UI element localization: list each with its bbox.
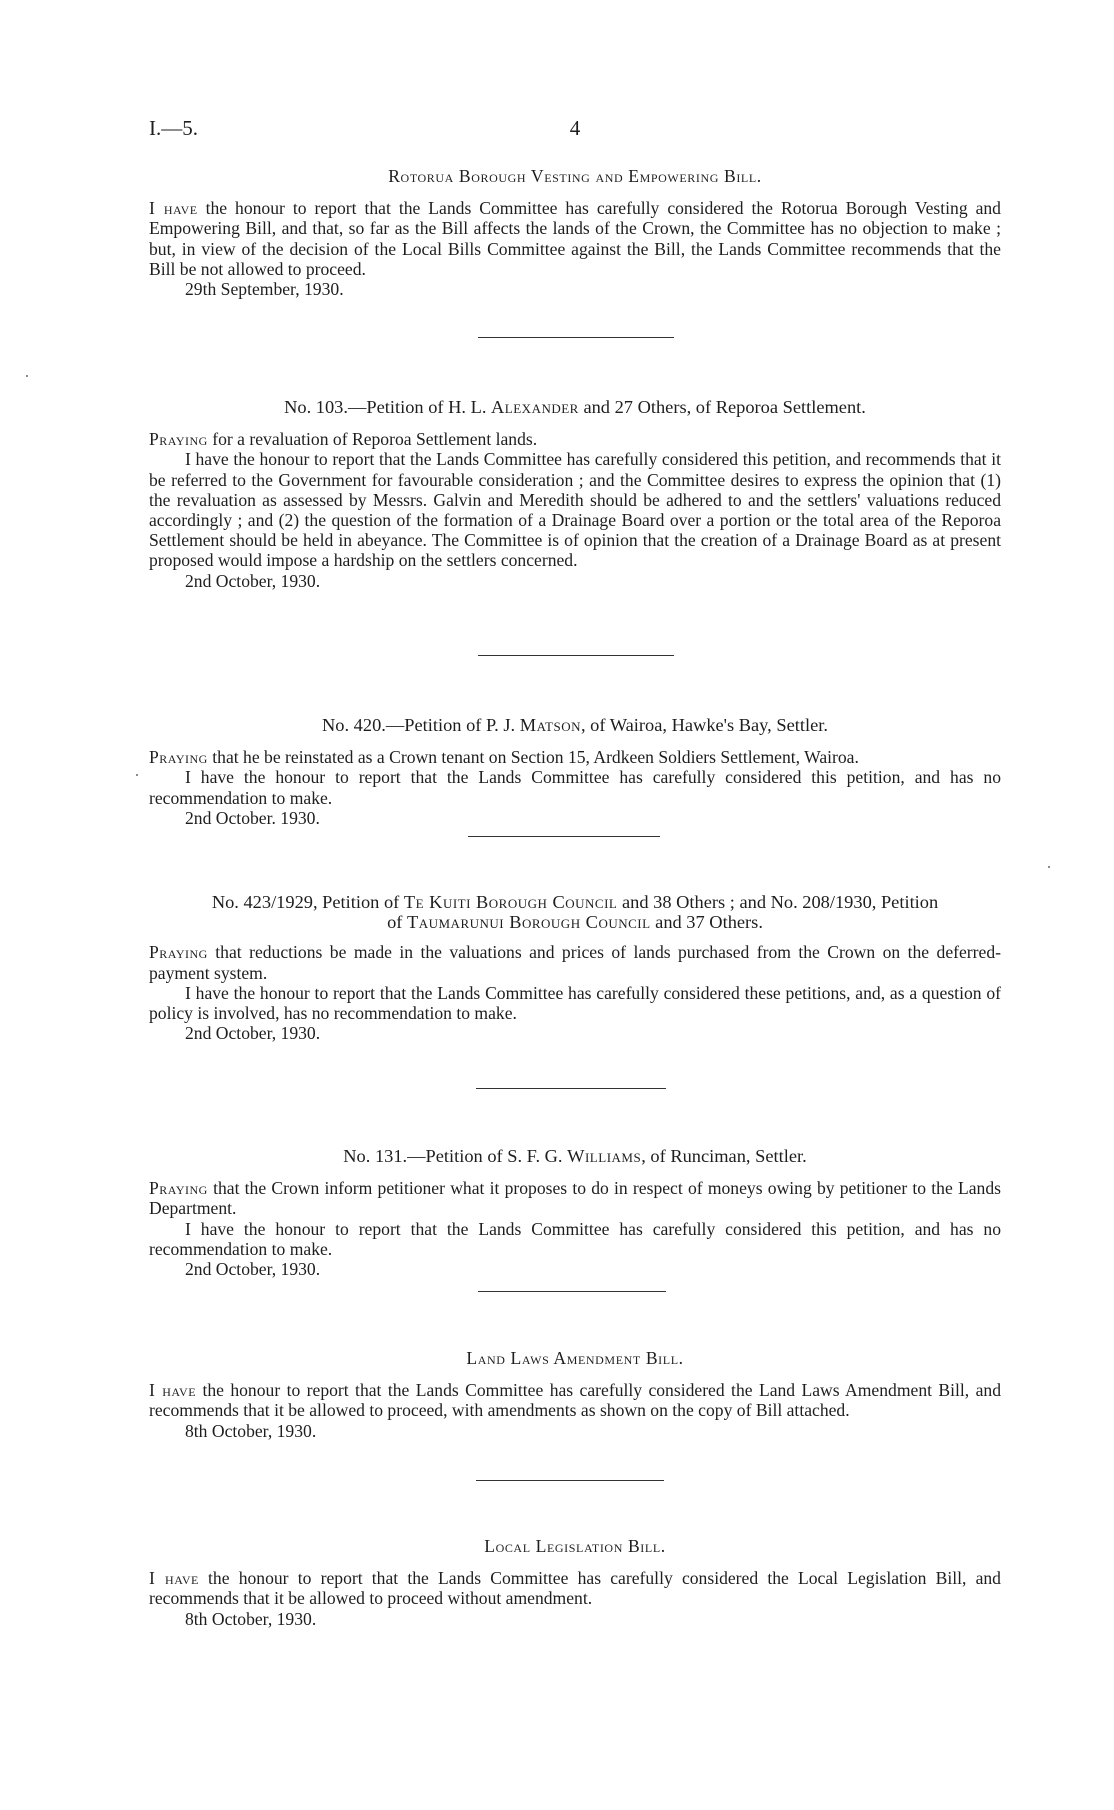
prayer-paragraph [149, 942, 1001, 982]
scan-speck [26, 375, 28, 377]
lead-words: Praying [149, 429, 208, 450]
report-text: the honour to report that the Lands Committee has carefully considered the Rotorua Borough Vesting and Empowering Bill, and that, so far as the Bill affects the lands of the Crown, the Committee has no objection to make ; but, in view of the decision of the Local Bills Committee against the Bill, the Lands Committee recommends that the Bill be not allowed to proceed. [149, 198, 1001, 279]
report-date: 2nd October. 1930. [185, 807, 320, 828]
section-divider [478, 1291, 666, 1292]
lead-words: I have [149, 1568, 199, 1589]
lead-words: Praying [149, 1178, 208, 1199]
heading-line [149, 892, 1001, 912]
lead-words: Praying [149, 747, 208, 768]
prayer-paragraph [149, 429, 1001, 449]
report-paragraph: I have the honour to report that the Lands Committee has carefully considered these petitions, and, as a question of policy is involved, has no recommendation to make. [149, 982, 1001, 1024]
scan-speck [136, 774, 138, 776]
report-paragraph [149, 198, 1001, 279]
petitioner-name: Matson [519, 715, 581, 735]
petition-heading [149, 715, 1001, 735]
section-petition-131 [149, 1146, 1001, 1279]
report-date: 29th September, 1930. [185, 279, 344, 300]
lead-words: Praying [149, 942, 208, 963]
prayer-text: that he be reinstated as a Crown tenant on Section 15, Ardkeen Soldiers Settlement, Wairoa. [207, 747, 859, 768]
petition-heading [149, 892, 1001, 932]
report-date: 8th October, 1930. [185, 1420, 317, 1441]
prayer-text: that the Crown inform petitioner what it proposes to do in respect of moneys owing by petitioner to the Lands Department. [149, 1178, 1001, 1219]
heading-text: , of Runciman, Settler. [641, 1146, 807, 1166]
heading-text: , of Wairoa, Hawke's Bay, Settler. [580, 715, 828, 735]
report-paragraph [149, 1380, 1001, 1420]
section-divider [476, 1088, 666, 1089]
lead-words: I have [149, 1380, 197, 1401]
lead-words: I have [149, 198, 198, 219]
section-rotorua-bill [149, 166, 1001, 299]
report-date: 8th October, 1930. [185, 1608, 317, 1629]
heading-text: and 37 Others. [650, 912, 763, 933]
heading-text: of [387, 912, 407, 933]
section-local-legislation-bill [149, 1536, 1001, 1629]
report-text: the honour to report that the Lands Committee has carefully considered the Land Laws Amendment Bill, and recommends that it be allowed to proceed, with amendments as shown on the copy of Bill attached. [149, 1380, 1001, 1421]
report-paragraph: I have the honour to report that the Lands Committee has carefully considered this petition, and recommends that it be referred to the Government for favourable consideration ; and the Committee desires to express the opinion that (1) the revaluation as assessed by Messrs. Galvin and Meredith should be adhered to and the settlers' valuations reduced accordingly ; and (2) the question of the formation of a Drainage Board over a portion or the total area of the Reporoa Settlement should be held in abeyance. The Committee is of opinion that the creation of a Drainage Board as at present proposed would impose a hardship on the settlers concerned. [149, 449, 1001, 571]
section-petition-423-208 [149, 892, 1001, 1043]
section-heading: Land Laws Amendment Bill. [466, 1348, 684, 1368]
heading-line [149, 912, 1001, 932]
section-petition-420 [149, 715, 1001, 828]
section-land-laws-bill [149, 1348, 1001, 1441]
report-paragraph [149, 1568, 1001, 1608]
petitioner-name: Te Kuiti Borough Council [403, 892, 618, 912]
heading-text: No. 420.—Petition of P. J. [322, 715, 520, 735]
report-date: 2nd October, 1930. [185, 1259, 321, 1280]
prayer-paragraph [149, 1178, 1001, 1218]
heading-text: No. 131.—Petition of S. F. G. [343, 1146, 568, 1166]
prayer-paragraph [149, 747, 1001, 767]
petition-heading [149, 397, 1001, 417]
section-heading: Local Legislation Bill. [484, 1536, 666, 1556]
report-date: 2nd October, 1930. [185, 1023, 321, 1044]
section-divider [478, 655, 674, 656]
section-divider [468, 836, 660, 837]
section-petition-103 [149, 397, 1001, 591]
section-divider [478, 337, 674, 338]
scan-speck [1048, 866, 1050, 868]
report-date: 2nd October, 1930. [185, 570, 321, 591]
page-reference: I.—5. [149, 116, 198, 140]
prayer-text: for a revaluation of Reporoa Settlement lands. [207, 429, 538, 450]
petition-heading [149, 1146, 1001, 1166]
petitioner-name: Williams [567, 1146, 642, 1166]
heading-text: and 38 Others ; and No. 208/1930, Petition [617, 892, 939, 912]
heading-text: and 27 Others, of Reporoa Settlement. [578, 397, 866, 417]
prayer-text: that reductions be made in the valuations and prices of lands purchased from the Crown on the deferred-payment system. [149, 942, 1001, 983]
report-paragraph: I have the honour to report that the Lands Committee has carefully considered this petition, and has no recommendation to make. [149, 767, 1001, 808]
heading-text: No. 423/1929, Petition of [211, 892, 404, 912]
section-divider [476, 1480, 664, 1481]
heading-text: No. 103.—Petition of H. L. [284, 397, 492, 417]
report-text: the honour to report that the Lands Committee has carefully considered the Local Legislation Bill, and recommends that it be allowed to proceed without amendment. [149, 1568, 1001, 1609]
petitioner-name: Alexander [491, 397, 579, 417]
petitioner-name: Taumarunui Borough Council [406, 912, 651, 933]
section-heading: Rotorua Borough Vesting and Empowering Bill. [388, 166, 762, 186]
report-paragraph: I have the honour to report that the Lands Committee has carefully considered this petition, and has no recommendation to make. [149, 1218, 1001, 1259]
page-number: 4 [569, 116, 581, 140]
